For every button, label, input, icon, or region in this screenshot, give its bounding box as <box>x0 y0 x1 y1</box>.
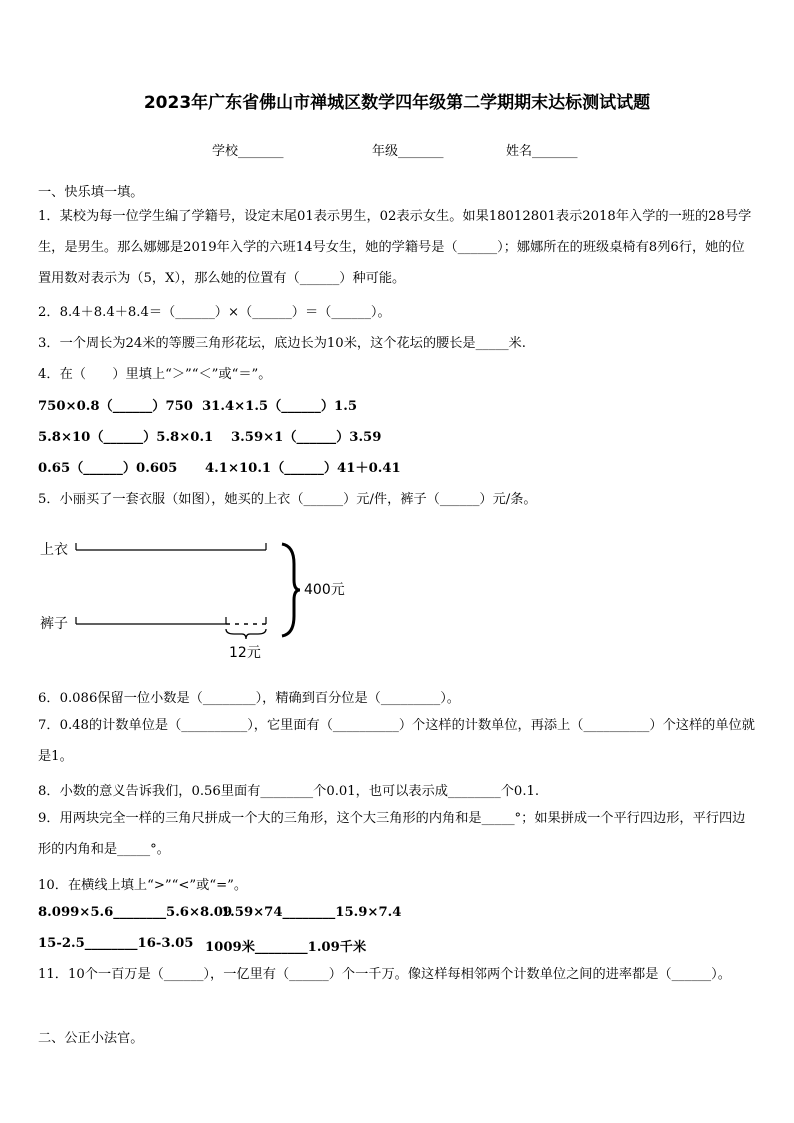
section-heading: 一、快乐填一填。 <box>38 185 144 200</box>
right-brace <box>282 544 300 636</box>
question-10-item: 1.59×74________15.9×7.4 <box>221 905 402 920</box>
question-4-item: 31.4×1.5（______）1.5 <box>202 399 357 414</box>
question-7: 7．0.48的计数单位是（__________），它里面有（__________）个这样的计数单位，再添上（__________）个这样的单位就是1。 <box>38 718 755 764</box>
question-4-item: 750×0.8（______）750 <box>38 399 193 414</box>
question-6: 6．0.086保留一位小数是（________），精确到百分位是（_________）。 <box>38 691 460 706</box>
under-brace <box>226 629 266 639</box>
line-segment-figure <box>36 530 356 670</box>
question-4-item: 4.1×10.1（______）41＋0.41 <box>205 461 401 476</box>
question-4-item: 5.8×10（______）5.8×0.1 <box>38 430 214 445</box>
question-10-item: 15-2.5________16-3.05 <box>38 936 194 951</box>
question-4-stem: 4．在（ ）里填上“＞”“＜”或“＝”。 <box>38 367 272 382</box>
question-5: 5．小丽买了一套衣服（如图），她买的上衣（______）元/件，裤子（______）元/条。 <box>38 492 537 507</box>
question-11: 11．10个一百万是（______），一亿里有（______）个一千万。像这样每相邻两个计数单位之间的进率都是（______）。 <box>38 967 731 982</box>
total-label: 400元 <box>304 582 345 598</box>
question-3: 3．一个周长为24米的等腰三角形花坛，底边长为10米，这个花坛的腰长是_____米. <box>38 336 526 351</box>
school-field[interactable]: 学校_______ <box>212 144 284 159</box>
question-4-item: 0.65（______）0.605 <box>38 461 178 476</box>
top-label: 上衣 <box>40 542 68 558</box>
question-9: 9．用两块完全一样的三角尺拼成一个大的三角形，这个大三角形的内角和是_____°；如果拼成一个平行四边形，平行四边形的内角和是_____°。 <box>38 811 746 857</box>
bottom-label: 裤子 <box>40 616 68 632</box>
question-1: 1．某校为每一位学生编了学籍号，设定末尾01表示男生，02表示女生。如果18012801表示2018年入学的一班的28号学生，是男生。那么娜娜是2019年入学的六班14号女生，她的学籍号是（______）；娜娜所在的班级桌椅有8列6行，她的位置用数对表示为（5，X），那么她的位置有（______）种可能。 <box>38 209 752 286</box>
question-10-stem: 10．在横线上填上“>”“<”或“=”。 <box>38 878 248 893</box>
question-10-item: 1009米________1.09千米 <box>205 940 367 955</box>
name-field[interactable]: 姓名_______ <box>506 144 578 159</box>
question-10-item: 8.099×5.6________5.6×8.09 <box>38 905 233 920</box>
grade-field[interactable]: 年级_______ <box>372 144 444 159</box>
question-4-item: 3.59×1（______）3.59 <box>231 430 382 445</box>
question-8: 8．小数的意义告诉我们，0.56里面有________个0.01，也可以表示成________个0.1. <box>38 784 540 799</box>
section-heading: 二、公正小法官。 <box>38 1031 144 1046</box>
page-title: 2023年广东省佛山市禅城区数学四年级第二学期期末达标测试试题 <box>143 93 651 113</box>
question-2: 2．8.4＋8.4＋8.4＝（______）×（______）＝（______）。 <box>38 305 391 320</box>
difference-label: 12元 <box>229 645 261 661</box>
